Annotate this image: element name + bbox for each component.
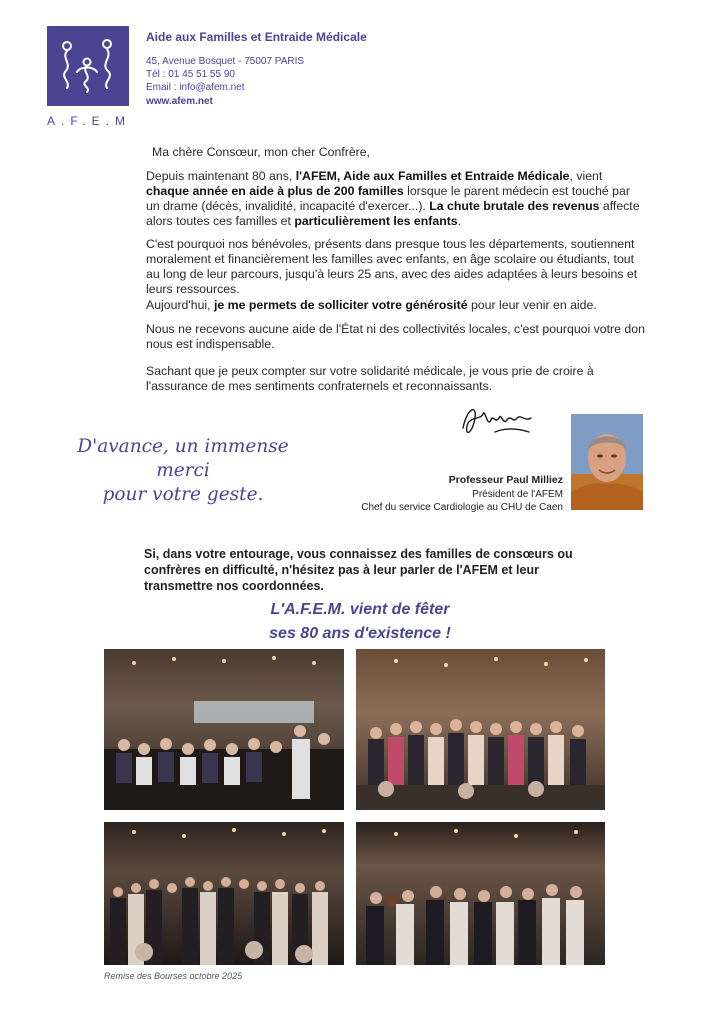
family-figures-icon <box>47 26 129 106</box>
text-segment: , vient <box>569 169 603 183</box>
signatory-title: Président de l'AFEM <box>472 489 563 500</box>
event-photo-1 <box>104 649 344 810</box>
event-photo-4 <box>356 822 605 965</box>
text-segment: La chute brutale des revenus <box>429 199 600 213</box>
text-segment: Aujourd'hui, <box>146 298 214 312</box>
paragraph-2: C'est pourquoi nos bénévoles, présents dans presque tous les départements, soutiennent moralement et financièrement les familles avec enfants, en âge scolaire ou étudiants, tout au long de leur parcours, jusqu'à leurs 25 ans, avec des aides adaptées à leurs besoins et leurs ressources. <box>146 237 638 296</box>
photo-caption: Remise des Bourses octobre 2025 <box>104 971 243 981</box>
text-segment: je me permets de solliciter votre générosité <box>213 298 468 312</box>
address: 45, Avenue Bosquet - 75007 PARIS <box>146 56 305 67</box>
thanks-line-1: D'avance, un immense merci <box>77 436 289 481</box>
text-segment: chaque année en aide à plus de 200 familles <box>146 184 404 198</box>
phone: Tél : 01 45 51 55 90 <box>146 69 235 80</box>
paragraph-4: Nous ne recevons aucune aide de l'État ni des collectivités locales, c'est pourquoi votre don nous est indispensable. <box>146 322 645 351</box>
signatory-position: Chef du service Cardiologie au CHU de Caen <box>361 502 563 513</box>
anniversary-line-1: L'A.F.E.M. vient de fêter <box>270 601 450 618</box>
paragraph-5: Sachant que je peux compter sur votre solidarité médicale, je vous prie de croire à l'assurance de mes sentiments confraternels et reconnaissants. <box>146 364 594 393</box>
text-segment: particulièrement les enfants <box>294 214 458 228</box>
event-photo-3 <box>104 822 344 965</box>
event-photo-2 <box>356 649 605 810</box>
greeting: Ma chère Consœur, mon cher Confrère, <box>152 145 371 159</box>
anniversary-heading <box>200 598 520 646</box>
text-segment: . <box>457 214 462 228</box>
email: Email : info@afem.net <box>146 82 245 93</box>
portrait-photo <box>571 414 643 510</box>
text-segment: Depuis maintenant 80 ans, <box>146 169 296 183</box>
text-segment: l'AFEM, Aide aux Familles et Entraide Médicale <box>295 169 570 183</box>
paragraph-3 <box>146 298 646 313</box>
thanks-line-2: pour votre geste. <box>102 484 264 505</box>
text-segment: affecte alors toutes ces familles et <box>146 199 640 228</box>
signatory-name: Professeur Paul Milliez <box>448 474 563 486</box>
anniversary-line-2: ses 80 ans d'existence ! <box>269 625 451 642</box>
paragraph-1 <box>146 169 646 229</box>
text-segment: lorsque le parent médecin est touché par un drame (décès, invalidité, incapacité d'exercer...). <box>146 184 630 213</box>
text-segment: pour leur venir en aide. <box>467 298 597 312</box>
afem-logo <box>47 26 129 106</box>
thanks-message <box>68 435 298 507</box>
logo-text: A.F.E.M <box>47 114 132 128</box>
referral-message: Si, dans votre entourage, vous connaissez des familles de consœurs ou confrères en difficulté, n'hésitez pas à leur parler de l'AFEM et leur transmettre nos coordonnées. <box>144 547 573 593</box>
handwritten-signature <box>455 398 540 446</box>
organization-name: Aide aux Familles et Entraide Médicale <box>146 30 367 44</box>
website-link[interactable]: www.afem.net <box>146 96 213 107</box>
